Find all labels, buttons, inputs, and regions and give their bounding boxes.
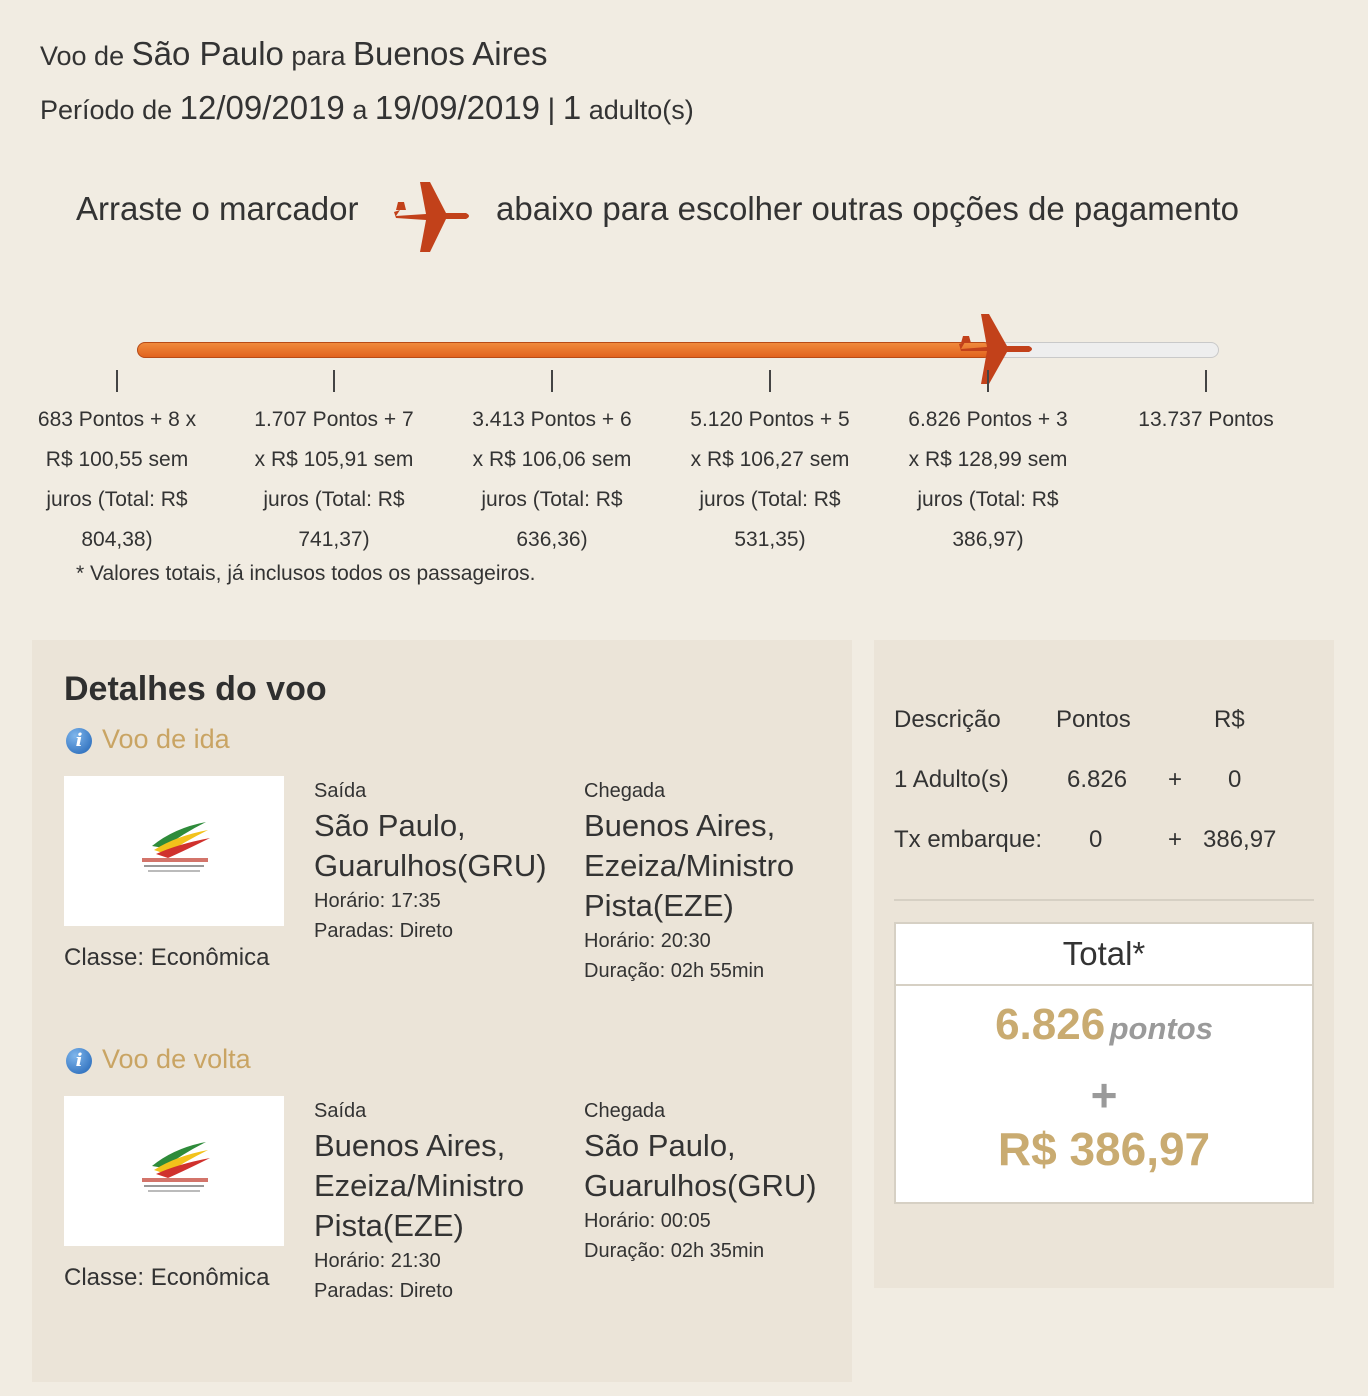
option-line: juros (Total: R$ bbox=[263, 488, 405, 511]
option-line: 804,38) bbox=[81, 528, 153, 551]
row-money: 0 bbox=[1228, 766, 1242, 793]
flight-details-title: Detalhes do voo bbox=[64, 670, 327, 708]
payment-option-5[interactable] bbox=[893, 400, 1083, 560]
date-to: 19/09/2019 bbox=[374, 89, 541, 126]
option-line: juros (Total: R$ bbox=[699, 488, 841, 511]
slider-tick bbox=[333, 370, 335, 392]
hint-text-after: abaixo para escolher outras opções de pagamento bbox=[496, 190, 1239, 227]
return-leg-link[interactable]: Voo de volta bbox=[102, 1044, 251, 1074]
total-points bbox=[896, 1000, 1312, 1050]
col-header-money: R$ bbox=[1214, 706, 1245, 733]
total-points-value: 6.826 bbox=[995, 1000, 1106, 1049]
option-line: 386,97) bbox=[952, 528, 1024, 551]
route-para: para bbox=[291, 41, 346, 71]
return-stops: Paradas: Direto bbox=[314, 1280, 453, 1302]
outbound-arrival-label: Chegada bbox=[584, 780, 666, 802]
slider-tick bbox=[987, 370, 989, 392]
info-icon[interactable]: i bbox=[66, 728, 92, 754]
outbound-departure-city: São Paulo, Guarulhos(GRU) bbox=[314, 808, 547, 883]
total-money: R$ 386,97 bbox=[997, 1123, 1211, 1175]
hint-text-before: Arraste o marcador bbox=[76, 190, 359, 227]
slider-tick bbox=[769, 370, 771, 392]
route-voo-de: Voo de bbox=[40, 41, 125, 71]
option-line: 741,37) bbox=[298, 528, 370, 551]
return-arrival-city: São Paulo, Guarulhos(GRU) bbox=[584, 1128, 817, 1203]
return-arrival-time: Horário: 00:05 bbox=[584, 1210, 711, 1232]
return-departure-city: Buenos Aires, Ezeiza/Ministro Pista(EZE) bbox=[314, 1128, 525, 1243]
option-line: 3.413 Pontos + 6 bbox=[472, 408, 632, 431]
payment-option-1[interactable] bbox=[22, 400, 212, 560]
period-a: a bbox=[352, 95, 368, 125]
period-label: Período de bbox=[40, 95, 173, 125]
payment-option-6[interactable] bbox=[1111, 400, 1301, 440]
row-description: 1 Adulto(s) bbox=[894, 766, 1009, 793]
option-line: x R$ 128,99 sem bbox=[908, 448, 1068, 471]
payment-option-3[interactable] bbox=[457, 400, 647, 560]
row-plus: + bbox=[1168, 766, 1183, 793]
outbound-duration: Duração: 02h 55min bbox=[584, 960, 765, 982]
return-duration: Duração: 02h 35min bbox=[584, 1240, 765, 1262]
passenger-count: 1 bbox=[562, 89, 582, 126]
option-line: juros (Total: R$ bbox=[481, 488, 623, 511]
route-separator: | bbox=[547, 93, 556, 126]
outbound-departure-label: Saída bbox=[314, 780, 367, 802]
airplane-icon bbox=[392, 180, 472, 261]
outbound-arrival-city: Buenos Aires, Ezeiza/Ministro Pista(EZE) bbox=[584, 808, 795, 923]
route-origin: São Paulo bbox=[131, 35, 284, 72]
outbound-stops: Paradas: Direto bbox=[314, 920, 453, 942]
passenger-label: adulto(s) bbox=[588, 95, 694, 125]
slider-tick bbox=[1205, 370, 1207, 392]
col-header-description: Descrição bbox=[894, 706, 1001, 733]
total-label: Total* bbox=[896, 924, 1312, 986]
row-plus: + bbox=[1168, 826, 1183, 853]
row-points: 6.826 bbox=[1067, 766, 1128, 793]
return-departure-label: Saída bbox=[314, 1100, 367, 1122]
option-line: x R$ 106,06 sem bbox=[472, 448, 632, 471]
option-line: juros (Total: R$ bbox=[917, 488, 1059, 511]
option-line: 6.826 Pontos + 3 bbox=[908, 408, 1068, 431]
airline-logo bbox=[64, 1096, 284, 1246]
airline-logo bbox=[64, 776, 284, 926]
total-plus: + bbox=[1090, 1069, 1118, 1121]
slider-marker-airplane-icon[interactable] bbox=[955, 310, 1037, 393]
payment-option-2[interactable] bbox=[239, 400, 429, 560]
outbound-arrival-time: Horário: 20:30 bbox=[584, 930, 711, 952]
option-line: x R$ 106,27 sem bbox=[690, 448, 850, 471]
row-points: 0 bbox=[1089, 826, 1103, 853]
payment-option-4[interactable] bbox=[675, 400, 865, 560]
option-line: 683 Pontos + 8 x bbox=[37, 408, 197, 431]
col-header-points: Pontos bbox=[1056, 706, 1131, 733]
slider-tick bbox=[116, 370, 118, 392]
option-line: 531,35) bbox=[734, 528, 806, 551]
option-line: 13.737 Pontos bbox=[1138, 408, 1274, 431]
return-departure-time: Horário: 21:30 bbox=[314, 1250, 441, 1272]
summary-divider bbox=[894, 899, 1314, 901]
option-line: R$ 100,55 sem bbox=[45, 448, 189, 471]
option-line: 5.120 Pontos + 5 bbox=[690, 408, 850, 431]
option-line: 636,36) bbox=[516, 528, 588, 551]
date-from: 12/09/2019 bbox=[179, 89, 345, 126]
option-line: 1.707 Pontos + 7 bbox=[254, 408, 414, 431]
route-destination: Buenos Aires bbox=[352, 35, 548, 72]
return-class: Classe: Econômica bbox=[64, 1264, 270, 1291]
row-description: Tx embarque: bbox=[894, 826, 1043, 853]
option-line: x R$ 105,91 sem bbox=[254, 448, 414, 471]
totals-note: * Valores totais, já inclusos todos os passageiros. bbox=[76, 562, 536, 585]
return-arrival-label: Chegada bbox=[584, 1100, 666, 1122]
option-line: juros (Total: R$ bbox=[46, 488, 188, 511]
outbound-departure-time: Horário: 17:35 bbox=[314, 890, 441, 912]
row-money: 386,97 bbox=[1203, 826, 1277, 853]
outbound-class: Classe: Econômica bbox=[64, 944, 270, 971]
route-summary bbox=[40, 28, 694, 136]
payment-slider-fill bbox=[137, 342, 992, 358]
slider-tick bbox=[551, 370, 553, 392]
total-points-unit: pontos bbox=[1109, 1011, 1213, 1046]
info-icon[interactable]: i bbox=[66, 1048, 92, 1074]
outbound-leg-link[interactable]: Voo de ida bbox=[102, 724, 230, 754]
